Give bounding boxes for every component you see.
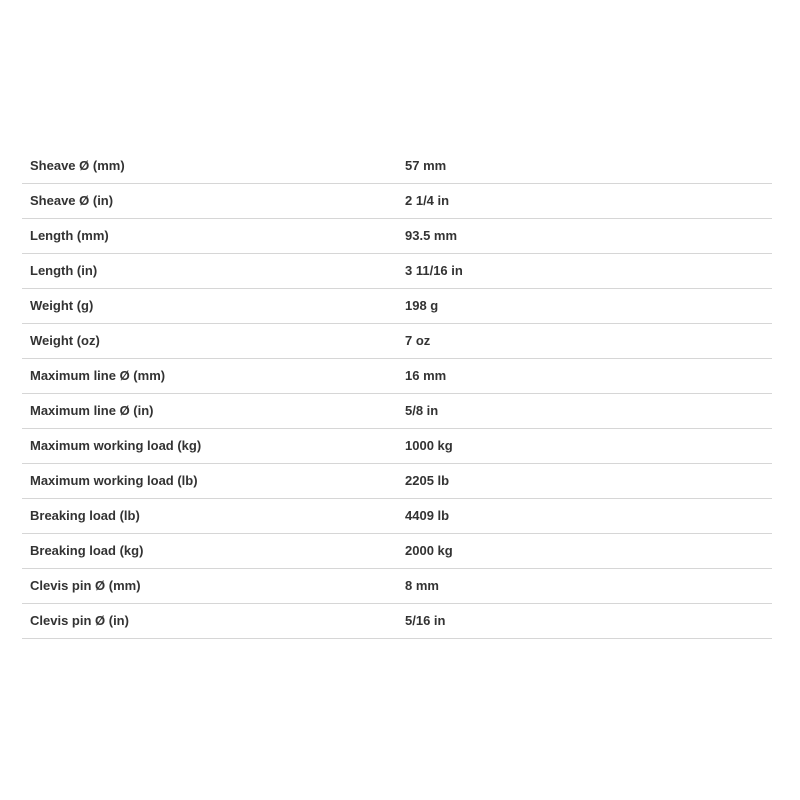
spec-row-breaking-load-kg [22, 533, 772, 568]
spec-label: Sheave Ø (in) [30, 193, 114, 208]
spec-row-weight-g [22, 288, 772, 323]
spec-value: 16 mm [405, 368, 447, 383]
specifications-table [22, 148, 772, 639]
spec-value: 4409 lb [405, 508, 450, 523]
spec-value: 7 oz [405, 333, 431, 348]
spec-label: Length (mm) [30, 228, 109, 243]
spec-row-max-working-load-kg [22, 428, 772, 463]
spec-row-clevis-pin-in [22, 603, 772, 638]
spec-value: 2 1/4 in [405, 193, 450, 208]
spec-label: Sheave Ø (mm) [30, 157, 125, 173]
spec-label: Weight (g) [30, 298, 94, 313]
spec-row-sheave-in [22, 183, 772, 218]
spec-label: Weight (oz) [30, 333, 100, 348]
spec-value: 57 mm [405, 157, 447, 173]
spec-row-max-working-load-lb [22, 463, 772, 498]
spec-label: Breaking load (kg) [30, 543, 144, 558]
spec-label: Breaking load (lb) [30, 508, 140, 523]
spec-row-sheave-mm [22, 148, 772, 183]
spec-value: 3 11/16 in [405, 263, 463, 278]
spec-row-length-mm [22, 218, 772, 253]
spec-label: Clevis pin Ø (in) [30, 613, 129, 628]
spec-label: Maximum working load (lb) [30, 473, 198, 488]
spec-row-breaking-load-lb [22, 498, 772, 533]
spec-row-max-line-in [22, 393, 772, 428]
spec-value: 2205 lb [405, 473, 450, 488]
spec-row-clevis-pin-mm [22, 568, 772, 603]
spec-value: 5/8 in [405, 403, 439, 418]
spec-value: 2000 kg [405, 543, 453, 558]
specifications-table-body [22, 148, 772, 638]
spec-row-length-in [22, 253, 772, 288]
spec-value: 198 g [405, 298, 439, 313]
spec-label: Clevis pin Ø (mm) [30, 578, 141, 593]
spec-value: 1000 kg [405, 438, 453, 453]
spec-label: Length (in) [30, 263, 98, 278]
spec-label: Maximum working load (kg) [30, 438, 202, 453]
spec-label: Maximum line Ø (mm) [30, 368, 166, 383]
spec-value: 93.5 mm [405, 228, 458, 243]
spec-label: Maximum line Ø (in) [30, 403, 154, 418]
spec-value: 5/16 in [405, 613, 446, 628]
spec-value: 8 mm [405, 578, 439, 593]
spec-row-max-line-mm [22, 358, 772, 393]
spec-row-weight-oz [22, 323, 772, 358]
